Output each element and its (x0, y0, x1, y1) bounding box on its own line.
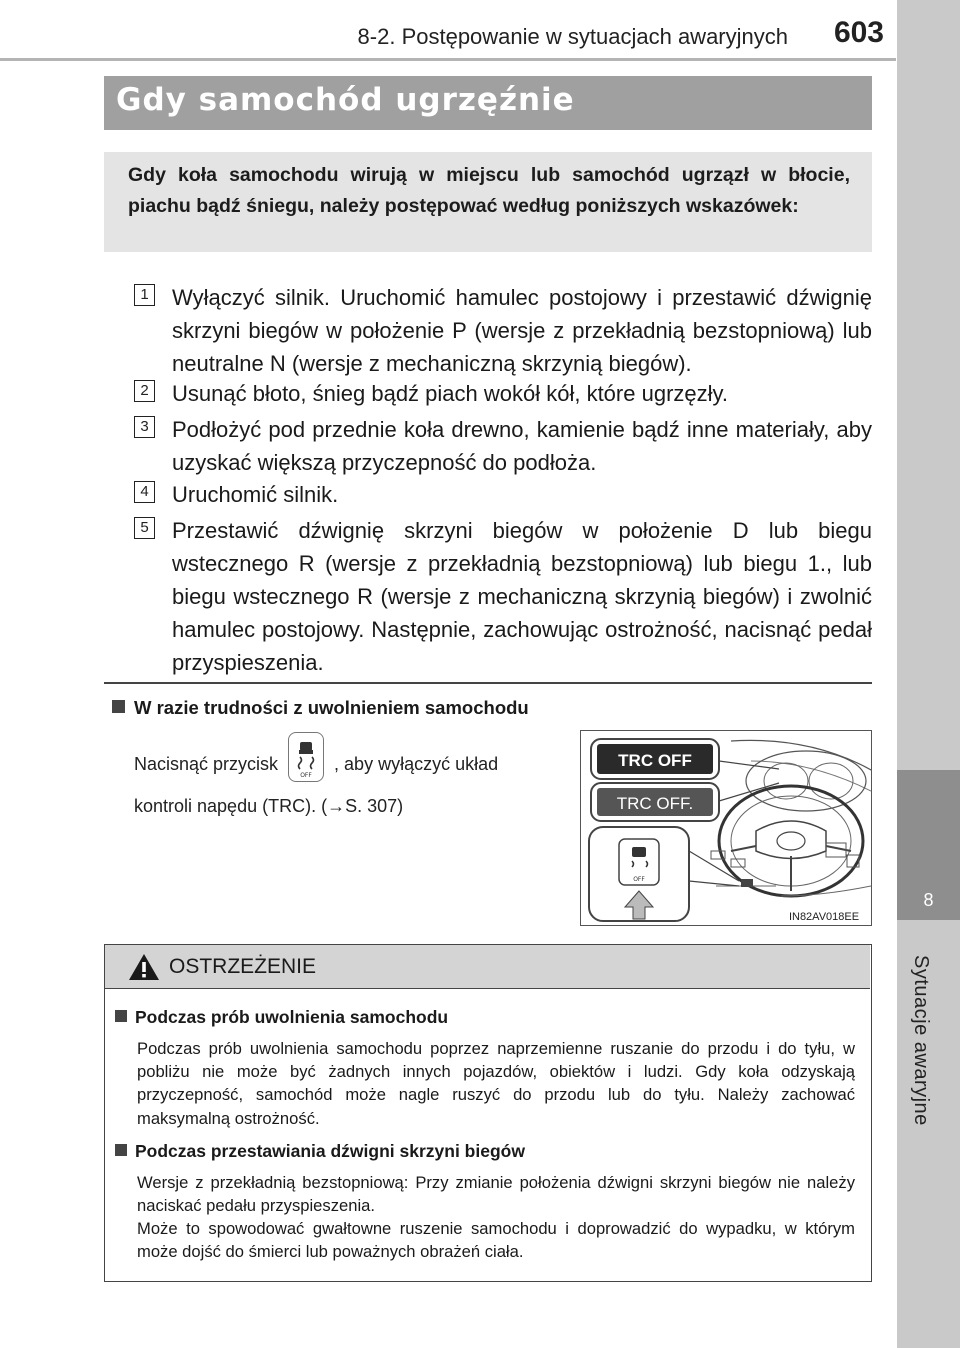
trc-heading (112, 697, 529, 719)
warning-sub-heading-2 (115, 1141, 525, 1162)
trc-line-1 (134, 748, 498, 782)
warning-paragraph: Podczas prób uwolnienia samochodu poprzez naprzemienne ruszanie do przodu i do tyłu, w pobliżu nie może być żadnych innych pojazdów, obiektów i ludzi. Gdy koła odzyskają przyczepność, samochód może nagle ruszyć do przodu lub do tyłu. Należy zachować maksymalną ostrożność. (137, 1039, 855, 1128)
section-title: Gdy samochód ugrzęźnie (116, 82, 575, 118)
page-header (0, 0, 960, 62)
section-divider (104, 682, 872, 684)
step-text: Przestawić dźwignię skrzyni biegów w położenie D lub biegu wstecznego R (wersje z przekładnią bezstopniową) lub biegu 1., lub biegu wstecznego R (wersje z mechaniczną skrzynią biegów) i zwolnić hamulec postojowy. Następnie, zachowując ostrożność, nacisnąć pedał przyspieszenia. (172, 518, 872, 675)
warning-sub-heading-text: Podczas przestawiania dźwigni skrzyni biegów (135, 1141, 525, 1161)
trc-text-before: Nacisnąć przycisk (134, 753, 279, 774)
trc-off-button-icon (288, 732, 324, 782)
step-number: 3 (134, 416, 155, 438)
warning-header (105, 945, 870, 989)
off-label: OFF (300, 772, 312, 779)
skid-car-icon (289, 733, 323, 781)
step-number: 2 (134, 380, 155, 402)
warning-triangle-icon (127, 952, 161, 982)
step-number: 4 (134, 481, 155, 503)
step-number: 5 (134, 517, 155, 539)
intro-text: Gdy koła samochodu wirują w miejscu lub samochód ugrzązł w błocie, piachu bądź śniegu, należy postępować według poniższych wskazówek: (128, 164, 850, 217)
trc-off-indicator-1: TRC OFF (618, 751, 692, 770)
warning-sub-heading-1 (115, 1007, 448, 1028)
step-text: Usunąć błoto, śnieg bądź piach wokół kół, które ugrzęzły. (172, 381, 728, 406)
page-number: 603 (833, 16, 884, 49)
dashboard-illustration (580, 730, 872, 926)
step-number: 1 (134, 284, 155, 306)
chapter-label-text: Sytuacje awaryjne (910, 955, 932, 1126)
illustration-code: IN82AV018EE (788, 911, 860, 923)
header-rule (0, 58, 896, 61)
square-bullet-icon (115, 1144, 127, 1156)
off-label-callout: OFF (633, 876, 645, 883)
intro-box (104, 152, 872, 252)
square-bullet-icon (115, 1010, 127, 1022)
warning-paragraph: Może to spowodować gwałtowne ruszenie samochodu i doprowadzić do wypadku, w którym może dojść do śmierci lub poważnych obrażeń ciała. (137, 1219, 855, 1262)
chapter-number: 8 (923, 890, 934, 910)
trc-text-after: , aby wyłączyć układ (334, 753, 499, 774)
trc-line-2: kontroli napędu (TRC). (→S. 307) (134, 796, 404, 816)
warning-title: OSTRZEŻENIE (169, 955, 317, 978)
warning-sub-heading-text: Podczas prób uwolnienia samochodu (135, 1007, 449, 1027)
step-text: Uruchomić silnik. (172, 482, 339, 507)
step-text: Wyłączyć silnik. Uruchomić hamulec postojowy i przestawić dźwignię skrzyni biegów w położenie P (wersje z przekładnią bezstopniową) lub neutralne N (wersje z mechaniczną skrzynią biegów). (172, 285, 872, 376)
square-bullet-icon (112, 700, 125, 713)
dashboard-drawing (581, 731, 872, 926)
trc-heading-text: W razie trudności z uwolnieniem samochodu (134, 697, 529, 718)
chapter-label (897, 955, 960, 1155)
trc-off-indicator-2: TRC OFF. (616, 794, 694, 813)
section-title-bar (104, 76, 872, 130)
warning-box (104, 944, 872, 1282)
step-text: Podłożyć pod przednie koła drewno, kamienie bądź inne materiały, aby uzyskać większą przyczepność do podłoża. (172, 417, 872, 475)
header-section-title: 8-2. Postępowanie w sytuacjach awaryjnych (357, 24, 788, 49)
warning-paragraph: Wersje z przekładnią bezstopniową: Przy zmianie położenia dźwigni skrzyni biegów nie należy naciskać pedału przyspieszenia. (137, 1173, 855, 1216)
